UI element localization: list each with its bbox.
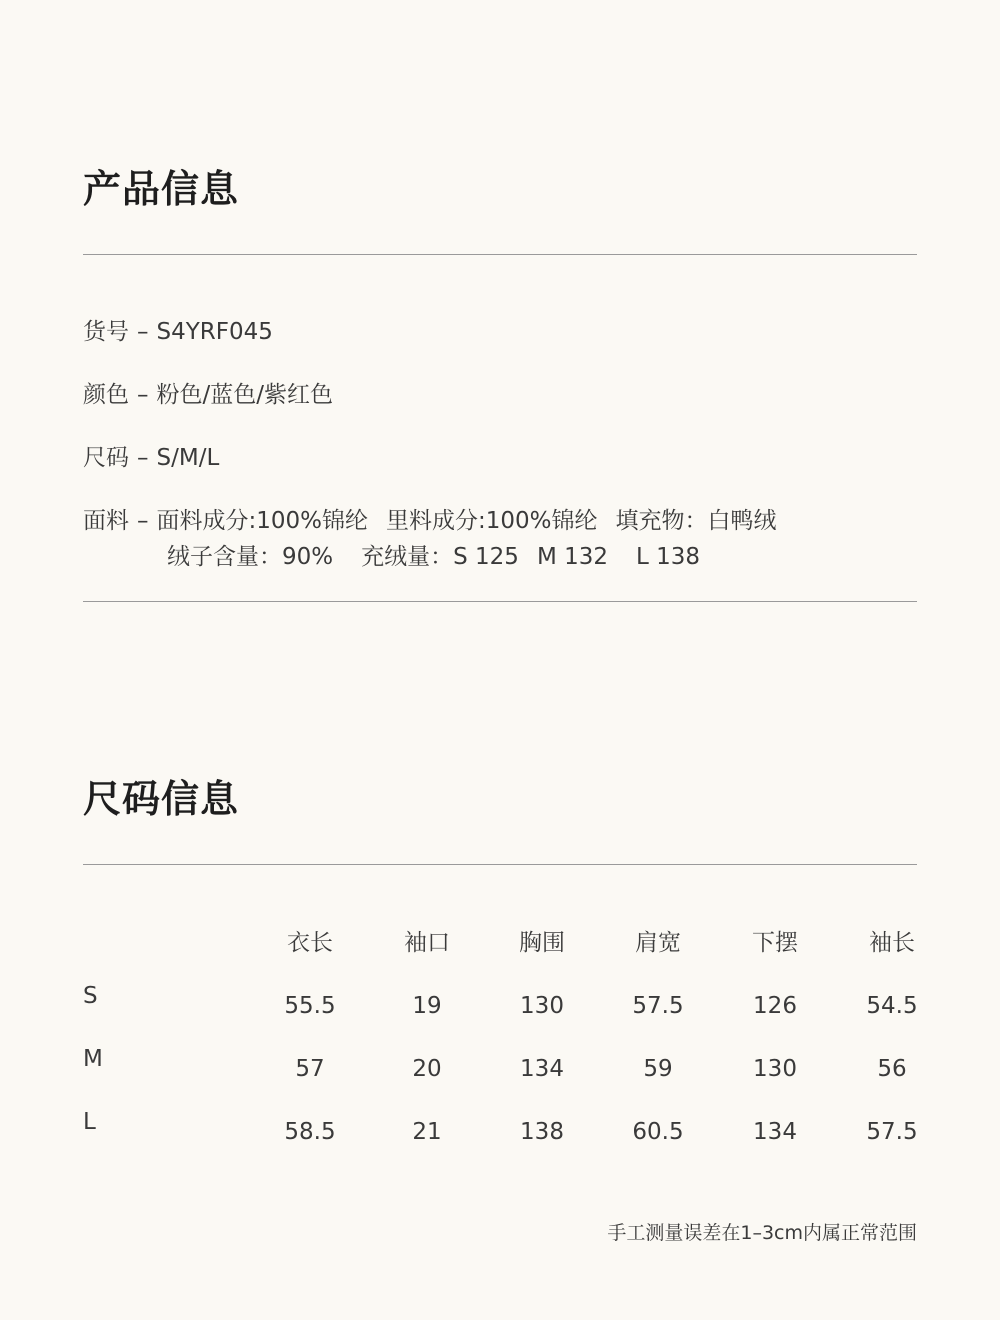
info-row-fabric (83, 503, 777, 575)
table-cell: 138 (520, 1119, 564, 1145)
table-cell: 57 (295, 1056, 325, 1082)
fabric-fill-s: S 125 (453, 544, 519, 570)
color-dash: – (137, 382, 149, 408)
table-cell: 130 (753, 1056, 797, 1082)
table-cell: 54.5 (866, 993, 918, 1019)
table-cell: 20 (412, 1056, 442, 1082)
table-cell: 21 (412, 1119, 442, 1145)
fabric-dash: – (137, 508, 149, 534)
fabric-shell: 面料成分:100%锦纶 (156, 508, 369, 534)
fabric-continuation (83, 539, 777, 575)
measurement-note: 手工测量误差在1–3cm内属正常范围 (607, 1222, 917, 1244)
fabric-down-content: 绒子含量：90% (167, 544, 334, 570)
table-cell: 126 (753, 993, 797, 1019)
size-label: 尺码 (83, 445, 129, 471)
col-header-shoulder: 肩宽 (635, 930, 681, 956)
table-cell: 130 (520, 993, 564, 1019)
col-header-sleeve: 袖长 (869, 930, 915, 956)
table-cell: 58.5 (284, 1119, 336, 1145)
table-row (83, 1109, 918, 1177)
table-cell: 59 (643, 1056, 673, 1082)
row-label-s: S (83, 983, 98, 1009)
table-cell: 134 (520, 1056, 564, 1082)
size-value: S/M/L (156, 445, 220, 471)
size-dash: – (137, 445, 149, 471)
fabric-fill-l: L 138 (636, 544, 701, 570)
col-header-cuff: 袖口 (404, 930, 450, 956)
table-cell: 56 (877, 1056, 907, 1082)
fabric-filling: 填充物：白鸭绒 (615, 508, 777, 534)
fabric-lining: 里料成分:100%锦纶 (386, 508, 598, 534)
size-table-header (83, 925, 917, 988)
size-info-title: 尺码信息 (83, 777, 240, 821)
table-cell: 19 (412, 993, 442, 1019)
row-label-m: M (83, 1046, 103, 1072)
product-info-divider-bottom (83, 601, 917, 602)
info-row-color (83, 377, 333, 413)
sku-dash: – (137, 319, 149, 345)
color-label: 颜色 (83, 382, 129, 408)
info-row-sku (83, 314, 273, 350)
table-cell: 57.5 (866, 1119, 918, 1145)
table-cell: 134 (753, 1119, 797, 1145)
table-row (83, 983, 918, 1051)
fabric-fill-amount-label: 充绒量： (361, 544, 454, 570)
table-row (83, 1046, 917, 1114)
col-header-chest: 胸围 (519, 930, 565, 956)
row-label-l: L (83, 1109, 96, 1135)
color-value: 粉色/蓝色/紫红色 (156, 382, 333, 408)
size-info-divider (83, 864, 917, 865)
product-info-title: 产品信息 (83, 167, 240, 211)
fabric-fill-m: M 132 (536, 544, 608, 570)
table-cell: 57.5 (632, 993, 684, 1019)
col-header-hem: 下摆 (752, 930, 798, 956)
info-row-size (83, 440, 219, 476)
fabric-label: 面料 (83, 508, 129, 534)
sku-label: 货号 (83, 319, 129, 345)
table-cell: 60.5 (632, 1119, 684, 1145)
col-header-length: 衣长 (287, 930, 333, 956)
sku-value: S4YRF045 (156, 319, 273, 345)
product-info-divider-top (83, 254, 917, 255)
size-table (83, 925, 917, 1177)
table-cell: 55.5 (284, 993, 336, 1019)
